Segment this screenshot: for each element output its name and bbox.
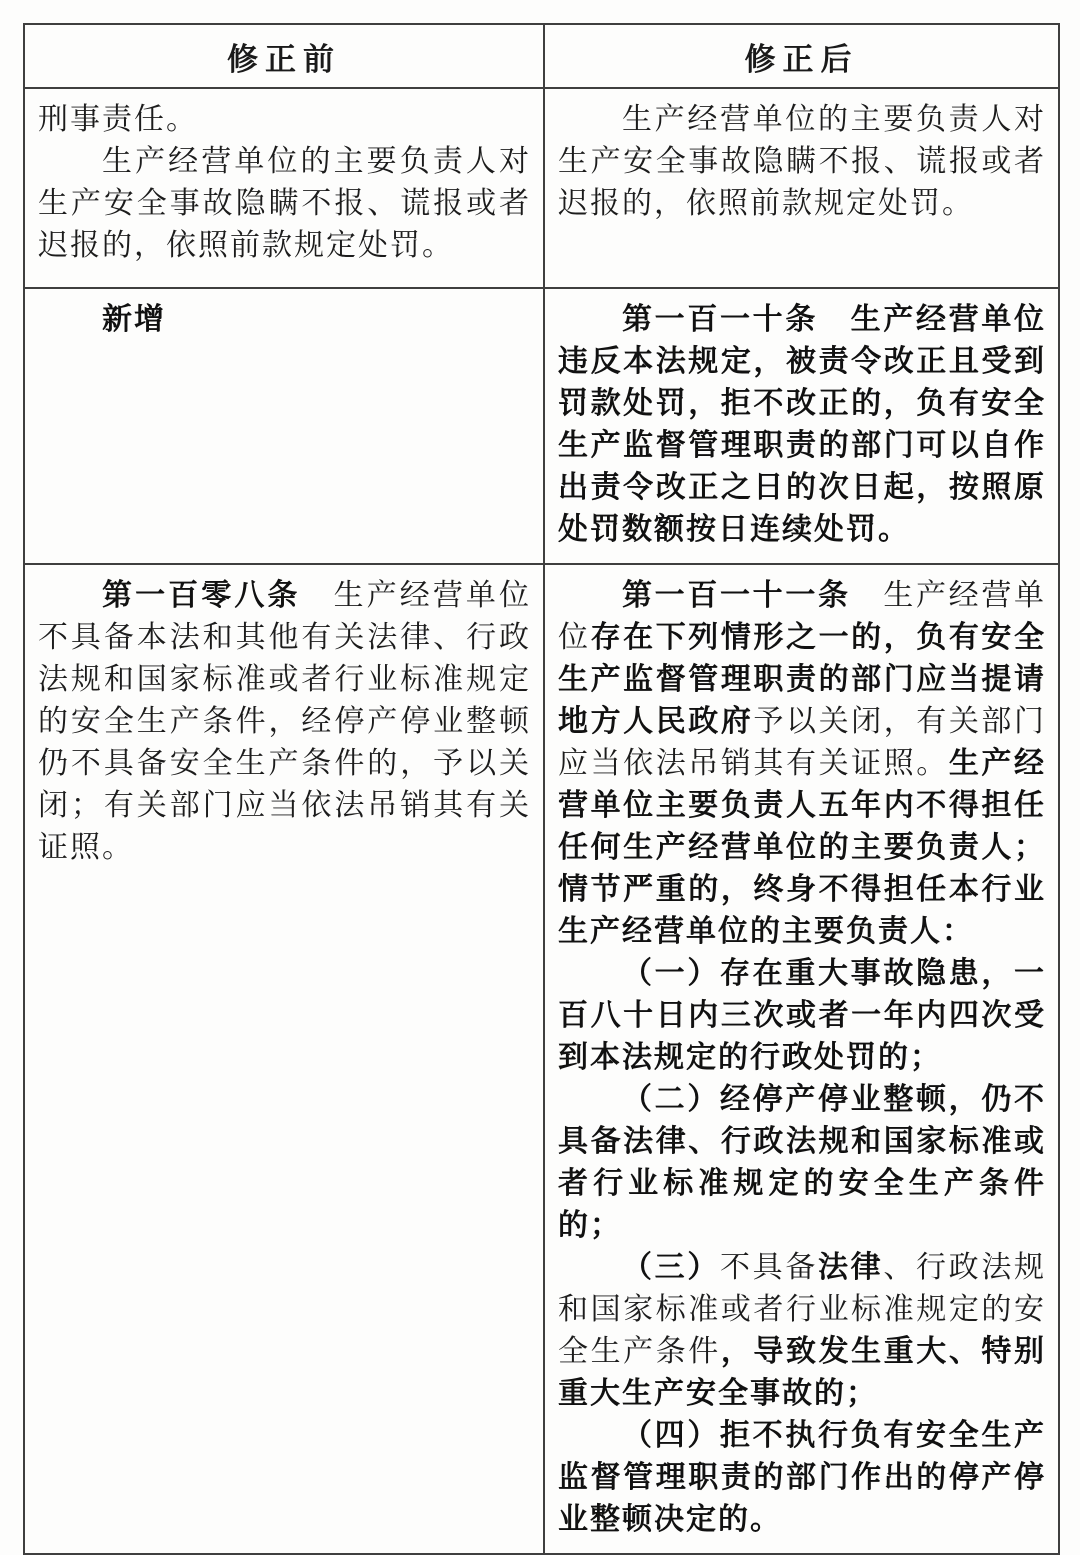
paragraph: [38, 141, 531, 267]
table-row: [24, 288, 1059, 564]
paragraph: [558, 1079, 1046, 1247]
text-run: 予以关闭，有关部门应当依法吊销其有关证照。: [558, 705, 1047, 780]
text-run: 生产经营单位的主要负责人对生产安全事故隐瞒不报、谎报或者迟报的，依照前款规定处罚。: [38, 145, 531, 262]
text-run: [301, 579, 334, 612]
paragraph: [38, 575, 531, 869]
text-run: 生产经营单位的主要负责人对生产安全事故隐瞒不报、谎报或者迟报的，依照前款规定处罚。: [558, 103, 1046, 220]
text-run-bold: 新增: [102, 303, 166, 336]
table-row: [24, 88, 1059, 288]
cell-after-row-1: [544, 88, 1059, 288]
paragraph: [558, 575, 1046, 953]
paragraph: [38, 99, 531, 141]
cell-after-row-2: [544, 288, 1059, 564]
text-run: 生产经营单位不具备本法和其他有关法律、行政法规和国家标准或者行业标准规定的安全生产条件，经停产停业整顿仍不具备安全生产条件的，予以关闭；有关部门应当依法吊销其有关证照。: [38, 579, 532, 864]
text-run-bold: 法律: [818, 1251, 884, 1284]
paragraph: [558, 953, 1046, 1079]
header-cell-before: 修正前: [24, 24, 544, 88]
text-run-bold: [818, 303, 851, 336]
text-run-bold: （二）经停产停业整顿，仍不具备法律、行政法规和国家标准或者行业标准规定的安全生产条件的；: [558, 1083, 1046, 1242]
paragraph: [38, 299, 531, 341]
table-body: [24, 88, 1059, 1554]
text-run-bold: 生产经营单位主要负责人五年内不得担任任何生产经营单位的主要负责人；情节严重的，终身不得担任本行业生产经营单位的主要负责人：: [558, 747, 1047, 948]
text-run-bold: （三）: [622, 1251, 720, 1284]
paragraph: [558, 1247, 1046, 1415]
text-run: [851, 579, 884, 612]
cell-before-row-3: [24, 564, 544, 1554]
comparison-table: [23, 23, 1060, 1555]
cell-before-row-2: [24, 288, 544, 564]
table-row: [24, 564, 1059, 1554]
text-run: 不具备: [720, 1251, 818, 1284]
text-run-bold: 第一百一十条: [622, 303, 818, 336]
text-run: 、行政法规和国家标准或者行业标准规定的安全生产条件: [558, 1251, 1047, 1368]
paragraph: [558, 1415, 1046, 1541]
text-run-bold: （一）存在重大事故隐患，一百八十日内三次或者一年内四次受到本法规定的行政处罚的；: [558, 957, 1046, 1074]
text-run-bold: 第一百零八条: [102, 579, 301, 612]
cell-before-row-1: [24, 88, 544, 288]
text-run-bold: 存在下列情形之一的，负有安全生产监督管理职责的部门应当提请地方人民政府: [558, 621, 1047, 738]
text-run-bold: （四）拒不执行负有安全生产监督管理职责的部门作出的停产停业整顿决定的。: [558, 1419, 1046, 1536]
text-run-bold: ，导致发生重大、特别重大生产安全事故的；: [558, 1335, 1047, 1410]
text-run-bold: 生产经营单位违反本法规定，被责令改正且受到罚款处罚，拒不改正的，负有安全生产监督管理职责的部门可以自作出责令改正之日的次日起，按照原处罚数额按日连续处罚。: [558, 303, 1047, 546]
text-run: 生产经营单位: [558, 579, 1047, 654]
text-run-bold: 第一百一十一条: [622, 579, 851, 612]
table-header: [24, 24, 1059, 88]
header-row: [24, 24, 1059, 88]
header-cell-after: 修正后: [544, 24, 1059, 88]
cell-after-row-3: [544, 564, 1059, 1554]
text-run: 刑事责任。: [38, 103, 198, 136]
paragraph: [558, 299, 1046, 551]
paragraph: [558, 99, 1046, 225]
